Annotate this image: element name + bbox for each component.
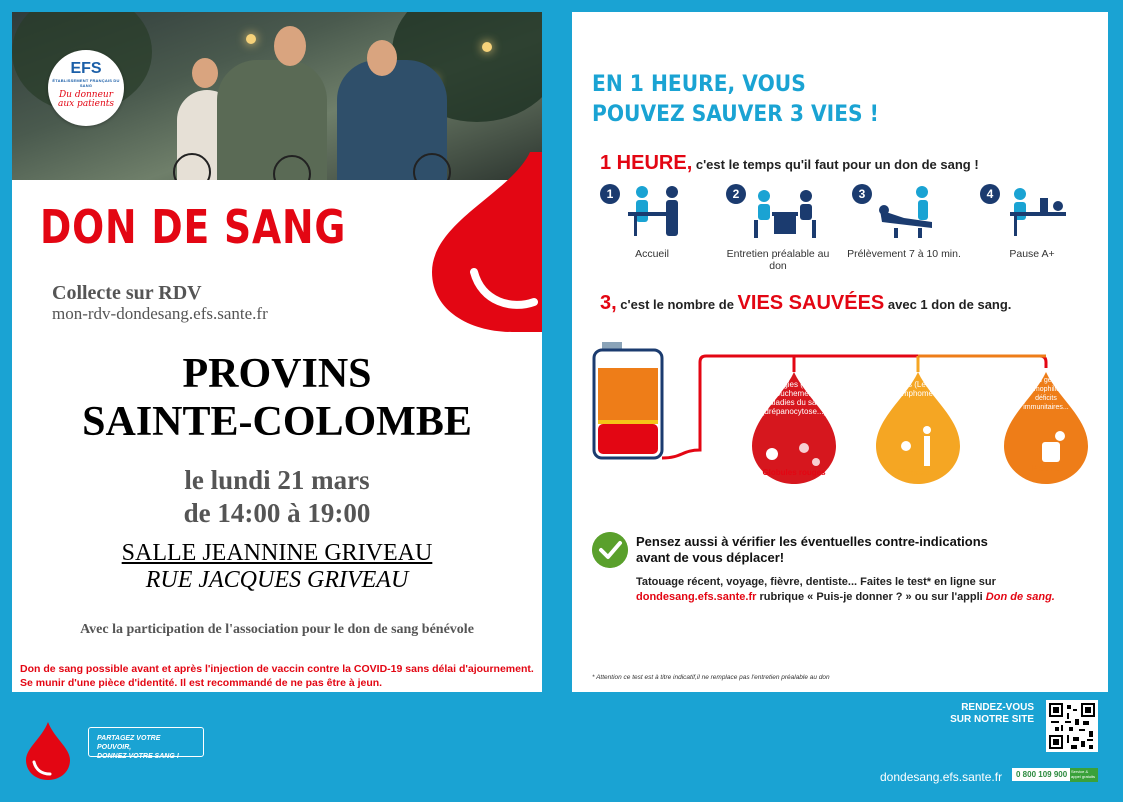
platelets-name: Plaquettes: [897, 468, 939, 477]
red-cells-name: Globules rouges: [762, 468, 826, 477]
covid-line-2: Se munir d'une pièce d'identité. Il est recommandé de ne pas être à jeun.: [20, 677, 383, 689]
right-title: [592, 70, 879, 130]
blood-components-diagram: [572, 338, 1108, 508]
footer-site-url[interactable]: dondesang.efs.sante.fr: [880, 770, 1003, 784]
platelets-desc: Cancers (Leucémie, Lymphome...): [882, 380, 954, 398]
donation-steps: [592, 182, 1092, 282]
share-banner: PARTAGEZ VOTRE POUVOIR, DONNEZ VOTRE SANG !: [88, 727, 204, 757]
lives-number: 3,: [600, 292, 617, 314]
date-line: le lundi 21 mars: [184, 465, 370, 495]
reception-icon: [624, 182, 688, 242]
efs-logo-text: EFS: [70, 60, 102, 77]
city-name: [12, 350, 542, 446]
plasma-desc: Maladies génétiques (hémophilie...) déficits immunitaires...: [1013, 377, 1079, 411]
hour-text: c'est le temps qu'il faut pour un don de sang !: [692, 157, 979, 172]
hour-line: [600, 152, 979, 175]
footnote: * Attention ce test est à titre indicatif,il ne remplace pas l'entretien préalable au don: [592, 674, 830, 681]
contraindications-title: Pensez aussi à vérifier les éventuelles contre-indications avant de vous déplacer!: [636, 534, 988, 565]
free-service-badge: Service & appel gratuits: [1070, 768, 1098, 782]
red-cells-desc: Hémorragies (chirurgie, accouchement...) maladies du sang (drépanocytose...): [752, 380, 836, 416]
time-line: de 14:00 à 19:00: [183, 498, 371, 528]
blood-drop-icon: [412, 152, 542, 332]
step-label: Prélèvement 7 à 10 min.: [847, 248, 961, 260]
lives-highlight: VIES SAUVÉES: [737, 292, 885, 314]
covid-line-1: Don de sang possible avant et après l'injection de vaccin contre la COVID-19 sans délai d'ajournement.: [20, 663, 534, 675]
city-line-1: PROVINS: [182, 351, 372, 397]
city-line-2: SAINTE-COLOMBE: [82, 399, 472, 445]
step-label: Accueil: [635, 248, 669, 260]
step-label: Entretien préalable au don: [726, 248, 830, 272]
page-title: DON DE SANG: [40, 200, 347, 254]
blood-draw-icon: [874, 182, 946, 242]
plasma-name: Plasma: [1031, 464, 1061, 473]
qr-code-icon: [1049, 703, 1095, 749]
phone-number[interactable]: 0 800 109 900: [1012, 768, 1071, 781]
efs-logo: [48, 50, 124, 126]
event-date: [12, 464, 542, 530]
test-link[interactable]: dondesang.efs.sante.fr: [636, 591, 757, 603]
venue-street: RUE JACQUES GRIVEAU: [145, 567, 409, 593]
rdv-site-label: RENDEZ-VOUS SUR NOTRE SITE: [950, 702, 1034, 725]
footer-drop-icon: [26, 722, 70, 780]
venue: [12, 540, 542, 594]
right-panel: [572, 12, 1108, 692]
venue-name: SALLE JEANNINE GRIVEAU: [121, 540, 433, 566]
step-number: 4: [980, 184, 1000, 204]
interview-icon: [750, 182, 820, 242]
collecte-label: Collecte sur RDV: [52, 282, 202, 304]
lives-line: 3, c'est le nombre de VIES SAUVÉES avec 1 don de sang.: [600, 292, 1012, 314]
right-title-line-2: POUVEZ SAUVER 3 VIES !: [592, 102, 879, 127]
right-title-line-1: EN 1 HEURE, VOUS: [592, 72, 806, 97]
rdv-url[interactable]: mon-rdv-dondesang.efs.sante.fr: [52, 304, 268, 323]
snack-icon: [1004, 182, 1072, 242]
qr-code[interactable]: [1046, 700, 1098, 752]
step-number: 2: [726, 184, 746, 204]
app-name: Don de sang.: [985, 591, 1055, 603]
blood-bag-icon: [594, 342, 662, 458]
step-number: 3: [852, 184, 872, 204]
step-label: Pause A+: [1009, 248, 1055, 260]
efs-logo-subtitle: ÉTABLISSEMENT FRANÇAIS DU SANG: [52, 78, 120, 88]
contraindications-text: Tatouage récent, voyage, fièvre, dentiste... Faites le test* en ligne sur dondesang.efs.sante.fr rubrique « Puis-je donner ? » ou sur l'appli Don de sang.: [636, 576, 1055, 603]
left-panel: [12, 12, 542, 692]
checkmark-icon: [592, 532, 628, 568]
efs-logo-tagline: Du donneur aux patients: [57, 90, 115, 109]
covid-note: [20, 662, 540, 690]
hour-highlight: 1 HEURE,: [600, 152, 693, 174]
step-number: 1: [600, 184, 620, 204]
association-note: Avec la participation de l'association pour le don de sang bénévole: [80, 622, 474, 637]
